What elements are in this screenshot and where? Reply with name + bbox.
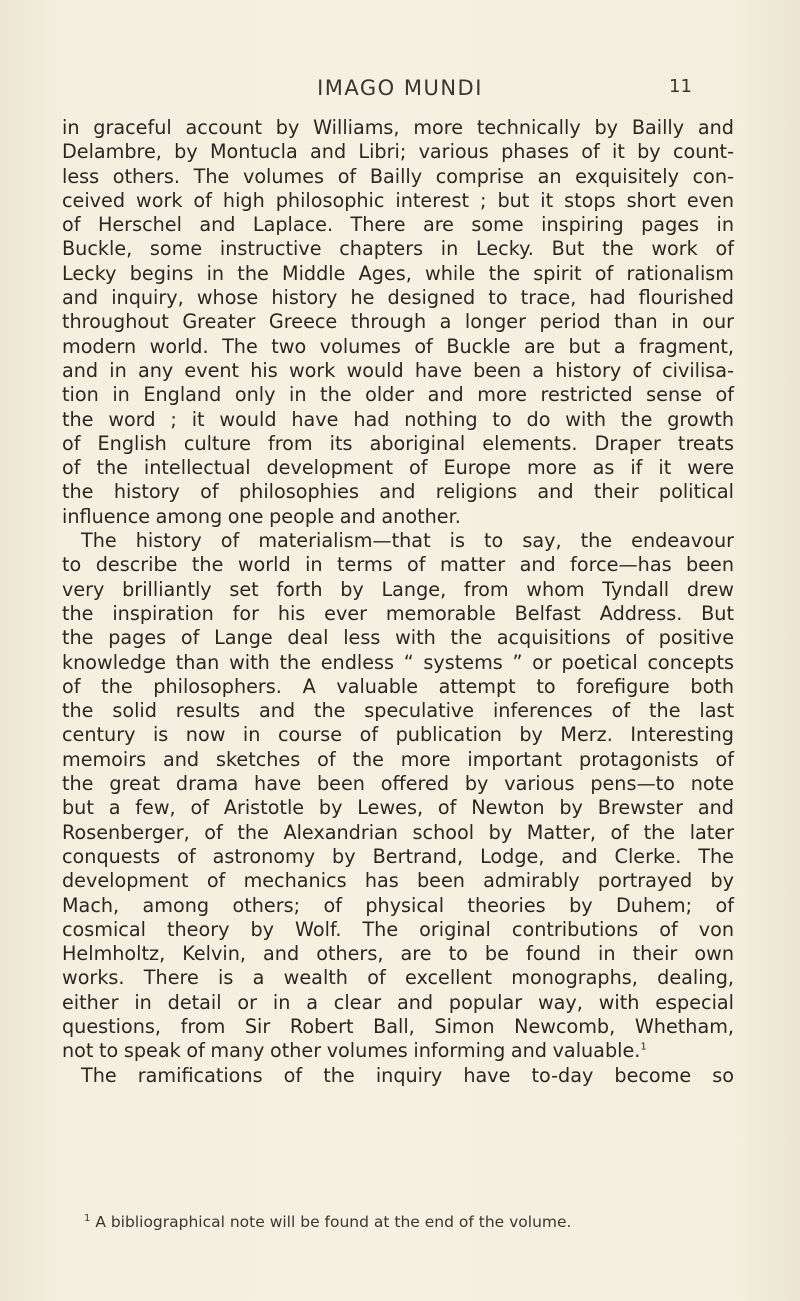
text-line: questions, from Sir Robert Ball, Simon Newcomb, Whetham, — [62, 1014, 734, 1038]
text-line: tion in England only in the older and more restricted sense of — [62, 383, 734, 407]
body-text — [62, 116, 734, 1088]
text-line: in graceful account by Williams, more technically by Bailly and — [62, 116, 734, 139]
text-line: not to speak of many other volumes informing and valuable. — [62, 1039, 641, 1063]
text-line: less others. The volumes of Bailly comprise an exquisitely con- — [62, 164, 734, 188]
text-line: the solid results and the speculative inferences of the last — [62, 699, 734, 723]
footnote — [84, 1212, 744, 1232]
text-line: Delambre, by Montucla and Libri; various phases of it by count- — [62, 140, 734, 164]
page-number: 11 — [669, 76, 692, 97]
text-line: of the philosophers. A valuable attempt to forefigure both — [62, 674, 734, 698]
paragraph-2 — [62, 529, 734, 1064]
text-line: very brilliantly set forth by Lange, from whom Tyndall drew — [62, 577, 734, 601]
text-line: and in any event his work would have been a history of civilisa- — [62, 358, 734, 382]
page-header — [0, 76, 800, 104]
footnote-reference[interactable]: 1 — [640, 1041, 647, 1053]
text-line: The history of materialism—that is to say, the endeavour — [81, 529, 734, 553]
text-line: throughout Greater Greece through a longer period than in our — [62, 310, 734, 334]
text-line: but a few, of Aristotle by Lewes, of Newton by Brewster and — [62, 796, 734, 820]
text-line: memoirs and sketches of the more important protagonists of — [62, 747, 734, 771]
paragraph-3 — [62, 1064, 734, 1088]
footnote-marker: 1 — [84, 1212, 91, 1224]
text-line: Mach, among others; of physical theories by Duhem; of — [62, 893, 734, 917]
text-line: the history of philosophies and religions and their political — [62, 480, 734, 504]
text-line: Buckle, some instructive chapters in Lecky. But the work of — [62, 237, 734, 261]
text-line: and inquiry, whose history he designed to trace, had flourished — [62, 286, 734, 310]
text-line: development of mechanics has been admirably portrayed by — [62, 869, 734, 893]
text-line: works. There is a wealth of excellent monographs, dealing, — [62, 966, 734, 990]
text-line: Lecky begins in the Middle Ages, while the spirit of rationalism — [62, 261, 734, 285]
text-line: ceived work of high philosophic interest ; but it stops short even — [62, 188, 734, 212]
text-line: of the intellectual development of Europe more as if it were — [62, 456, 734, 480]
footnote-text: A bibliographical note will be found at the end of the volume. — [95, 1213, 572, 1231]
running-title: IMAGO MUNDI — [317, 76, 483, 100]
text-line: modern world. The two volumes of Buckle are but a fragment, — [62, 334, 734, 358]
text-line: century is now in course of publication by Merz. Interesting — [62, 723, 734, 747]
text-line: of English culture from its aboriginal elements. Draper treats — [62, 431, 734, 455]
paragraph-1 — [62, 116, 734, 529]
text-line: to describe the world in terms of matter and force—has been — [62, 553, 734, 577]
text-line: The ramifications of the inquiry have to-day become so — [81, 1063, 734, 1087]
text-line-with-footnote — [62, 1039, 734, 1063]
text-line: of Herschel and Laplace. There are some inspiring pages in — [62, 213, 734, 237]
text-line: knowledge than with the endless “ systems ” or poetical concepts — [62, 650, 734, 674]
text-line: the inspiration for his ever memorable Belfast Address. But — [62, 601, 734, 625]
text-line: the pages of Lange deal less with the acquisitions of positive — [62, 626, 734, 650]
text-line: Rosenberger, of the Alexandrian school by Matter, of the later — [62, 820, 734, 844]
text-line: influence among one people and another. — [62, 504, 461, 528]
text-line: the word ; it would have had nothing to do with the growth — [62, 407, 734, 431]
text-line: conquests of astronomy by Bertrand, Lodge, and Clerke. The — [62, 844, 734, 868]
text-line: cosmical theory by Wolf. The original contributions of von — [62, 917, 734, 941]
text-line: the great drama have been offered by various pens—to note — [62, 772, 734, 796]
text-line: either in detail or in a clear and popular way, with especial — [62, 990, 734, 1014]
text-line: Helmholtz, Kelvin, and others, are to be found in their own — [62, 942, 734, 966]
